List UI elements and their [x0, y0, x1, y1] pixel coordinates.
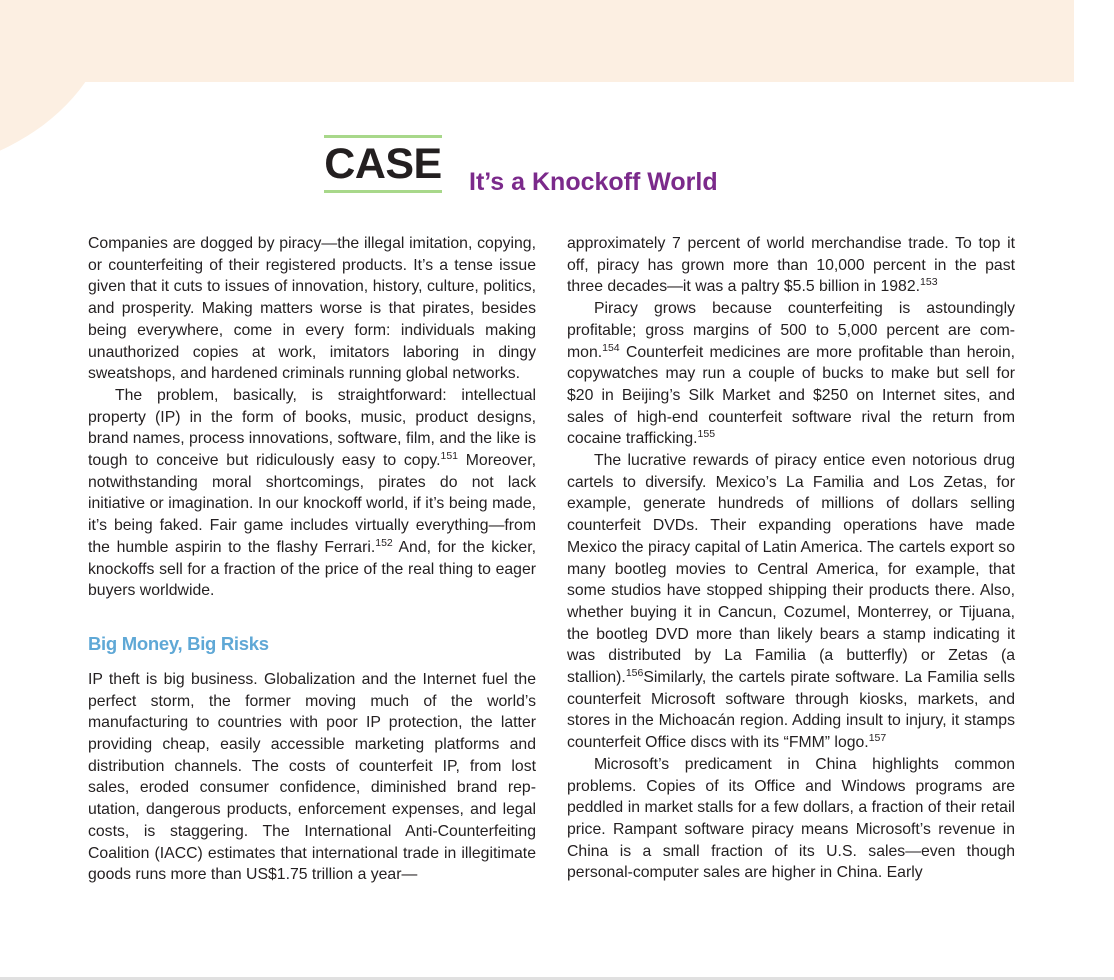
section-heading: Big Money, Big Risks	[88, 632, 269, 654]
right-paragraph-4: Microsoft’s predicament in China highlights common problems. Copies of its Office and Windows programs are peddled in market stalls for a few dollars, a fraction of their retail price. Rampant software piracy means Microsoft’s revenue in China is a small fraction of its U.S. sales—even though personal-computer sales are higher in China. Early	[567, 755, 1015, 882]
left-paragraph-2-text-b: Moreover, notwithstanding moral shortcomings, pirates do not lack initiative or imagination. In our knockoff world, if it’s being made, it’s being faked. Fair game includes virtually everything—from the humble aspirin to the flashy Ferrari.	[88, 452, 536, 556]
footnote-ref-157: 157	[868, 732, 887, 745]
footnote-ref-152: 152	[375, 536, 393, 549]
right-paragraph-2-text-b: Counterfeit medicines are more profitable than heroin, copywatches may run a couple of bucks to make but sell for $20 in Beijing’s Silk Market and $250 on Internet sites, and sales of high-end counterfeit software rival the return from cocaine trafficking.	[567, 343, 1015, 448]
footnote-ref-154: 154	[602, 341, 620, 354]
page-margin-right	[1074, 0, 1114, 980]
right-paragraph-3	[567, 450, 1015, 754]
right-paragraph-3-text-a: The lucrative rewards of piracy entice even notorious drug cartels to diversify. Mexico’s La Familia and Los Zetas, for example, generate hundreds of millions of dollars selling counterfeit DVDs. Their expanding operations have made Mexico the piracy capital of Latin America. The cartels export so many bootleg movies to Central America, for example, that some studios have stopped shipping their products there. Also, whether buying it in Cancun, Cozumel, Monterrey, or Tijuana, the bootleg DVD more than likely bears a stamp indicating it was distributed by La Familia (a butterfly) or Zetas (a stallion).	[567, 452, 1015, 687]
section-spacer	[88, 602, 536, 632]
left-paragraph-2-text-a: The problem, basically, is straightforward: intellectual property (IP) in the form of books, music, product designs, brand names, process innovations, software, film, and the like is tough to conceive but ridiculously easy to copy.	[88, 386, 536, 470]
right-column	[567, 233, 1015, 884]
left-paragraph-3: IP theft is big business. Globalization and the Internet fuel the perfect storm, the former moving much of the world’s manufacturing to countries with poor IP protection, the latter providing cheap, easily accessible marketing platforms and distribution channels. The costs of counterfeit IP, from lost sales, eroded consumer confidence, diminished brand reputation, dangerous products, enforcement expenses, and legal costs, is staggering. The International Anti-Counterfeiting Coalition (IACC) estimates that international trade in illegitimate goods runs more than US$1.75 trillion a year—	[88, 670, 536, 884]
right-paragraph-1	[567, 233, 1015, 298]
left-paragraph-2	[88, 385, 536, 602]
right-paragraph-2	[567, 298, 1015, 450]
header-band	[0, 0, 1074, 82]
right-paragraph-2-text-a: Piracy grows because counterfeiting is astoundingly profitable; gross margins of 500 to 5,000 percent are common.	[567, 300, 1015, 361]
left-paragraph-2-text-c: And, for the kicker, knockoffs sell for a fraction of the price of the real thing to eager buyers worldwide.	[88, 538, 536, 600]
case-label: CASE	[324, 140, 442, 188]
right-paragraph-1-text: approximately 7 percent of world merchandise trade. To top it off, piracy has grown more than 10,000 percent in the past three decades—it was a paltry $5.5 billion in 1982.	[567, 235, 1015, 296]
case-title: It’s a Knockoff World	[469, 168, 718, 196]
case-label-box	[324, 135, 442, 193]
right-paragraph-3-text-b: Similarly, the cartels pirate software. La Familia sells counterfeit Microsoft software through kiosks, markets, and stores in the Michoacán region. Adding insult to injury, it stamps counterfeit Office discs with its “FMM” logo.	[567, 669, 1015, 752]
header-corner-curve	[0, 0, 112, 176]
left-column	[88, 233, 536, 886]
footnote-ref-151: 151	[440, 450, 459, 463]
left-paragraph-1: Companies are dogged by piracy—the illegal imitation, copying, or counterfeiting of their registered products. It’s a tense issue given that it cuts to issues of innovation, history, culture, politics, and prosperity. Making matters worse is that pirates, besides being everywhere, come in every form: individuals making unauthorized copies at work, imitators laboring in dingy sweatshops, and hardened criminals running global networks.	[88, 235, 536, 383]
footnote-ref-153: 153	[920, 276, 938, 289]
footnote-ref-155: 155	[697, 428, 716, 441]
footnote-ref-156: 156	[625, 667, 644, 680]
